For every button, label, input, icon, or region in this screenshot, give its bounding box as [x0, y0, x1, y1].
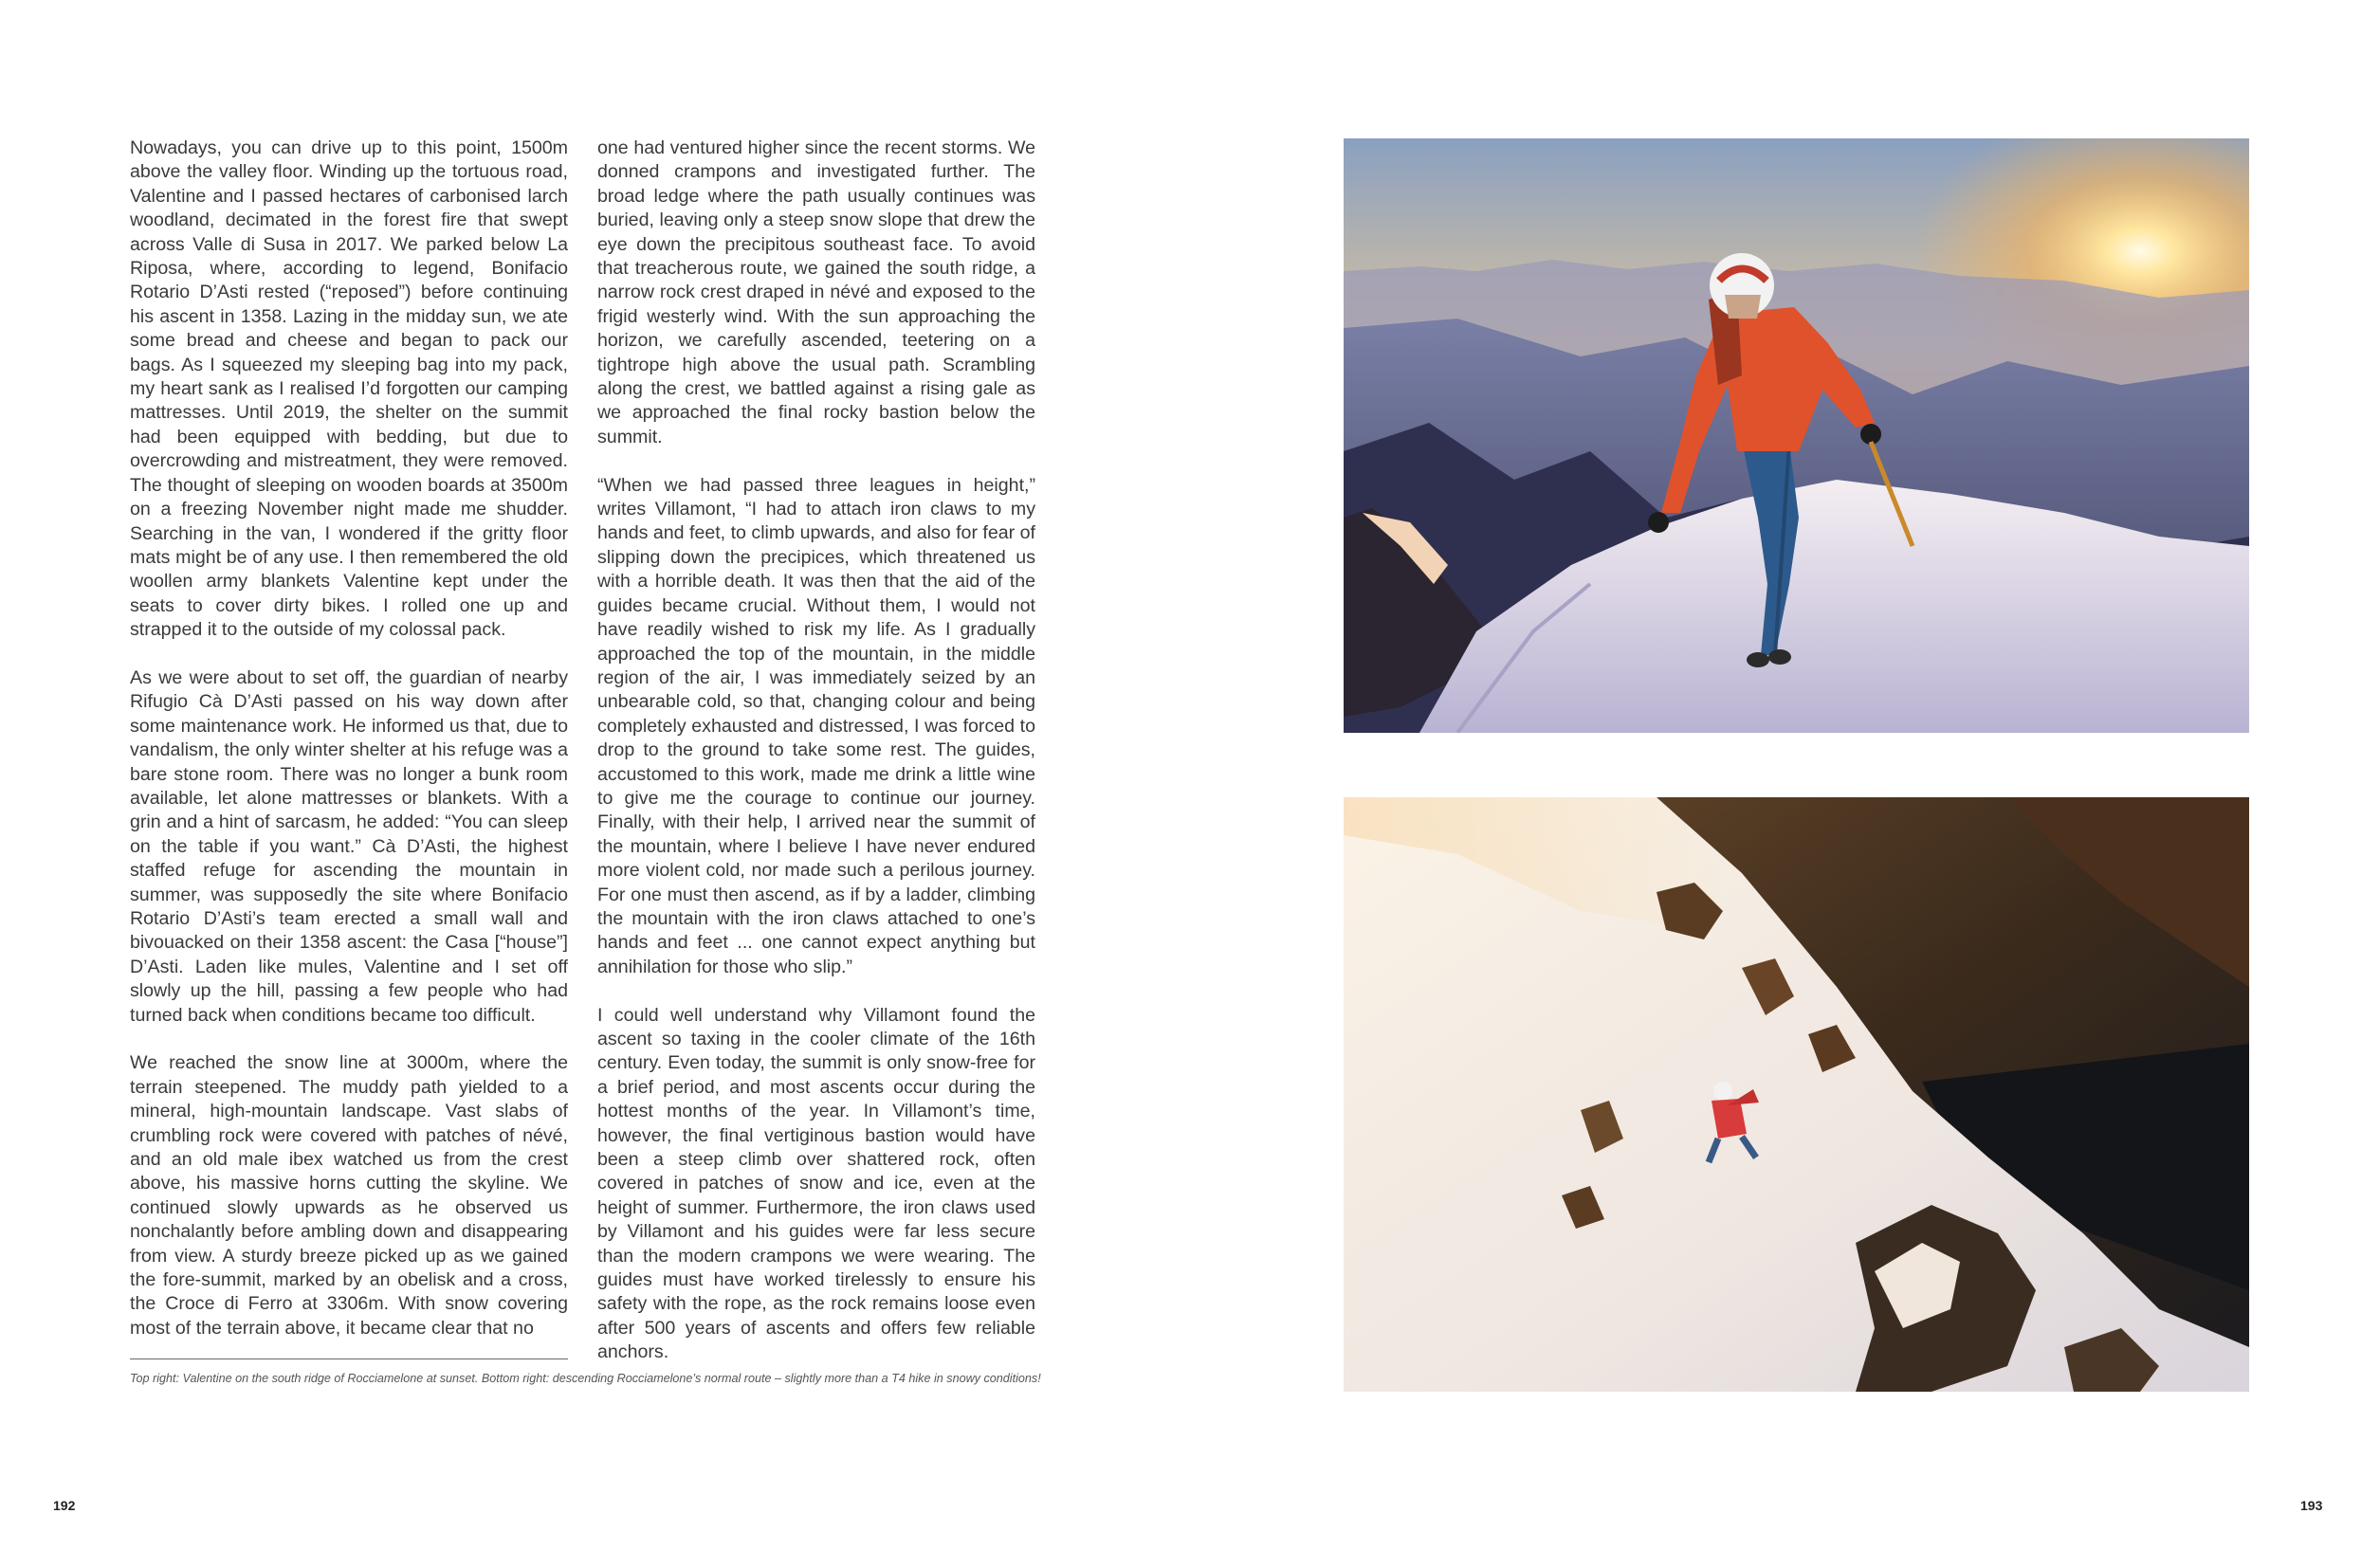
- page-number-right: 193: [2300, 1498, 2323, 1513]
- text-column-left: [130, 137, 568, 1340]
- paragraph: I could well understand why Villamont found the ascent so taxing in the cooler climate of the 16th century. Even today, the summit is only snow-free for a brief period, and most ascents occur during the hottest months of the year. In Villamont’s time, however, the final vertiginous bastion would have been a steep climb over shattered rock, often covered in patches of snow and ice, even at the height of summer. Furthermore, the iron claws used by Villamont and his guides were far less secure than the modern crampons we were wearing. The guides must have worked tirelessly to ensure his safety with the rope, as the rock remains loose even after 500 years of ascents and offers few reliable anchors.: [597, 1004, 1035, 1363]
- text-column-right: [597, 137, 1035, 1365]
- photo-caption: Top right: Valentine on the south ridge of Rocciamelone at sunset. Bottom right: descending Rocciamelone’s normal route – slightly more than a T4 hike in snowy conditions!: [130, 1372, 1041, 1385]
- paragraph: As we were about to set off, the guardian of nearby Rifugio Cà D’Asti passed on his way down after some maintenance work. He informed us that, due to vandalism, the only winter shelter at his refuge was a bare stone room. There was no longer a bunk room available, let alone mattresses or blankets. With a grin and a hint of sarcasm, he added: “You can sleep on the table if you want.” Cà D’Asti, the highest staffed refuge for ascending the mountain in summer, was supposedly the site where Bonifacio Rotario D’Asti’s team erected a small wall and bivouacked on their 1358 ascent: the Casa [“house”] D’Asti. Laden like mules, Valentine and I set off slowly up the hill, passing a few people who had turned back when conditions became too difficult.: [130, 666, 568, 1026]
- page-number-left: 192: [53, 1498, 76, 1513]
- paragraph: “When we had passed three leagues in height,” writes Villamont, “I had to attach iron claws to my hands and feet, to climb upwards, and also for fear of slipping down the precipices, which threatened us with a horrible death. It was then that the aid of the guides became crucial. Without them, I would not have readily wished to risk my life. As I gradually approached the top of the mountain, in the middle region of the air, I was immediately seized by an unbearable cold, so that, changing colour and being completely exhausted and distressed, I was forced to drop to the ground to take some rest. The guides, accustomed to this work, made me drink a little wine to give me the courage to continue our journey. Finally, with their help, I arrived near the summit of the mountain, where I believe I have never endured more violent cold, nor made such a perilous journey. For one must then ascend, as if by a ladder, climbing the mountain with the iron claws attached to one’s hands and feet ... one cannot expect anything but annihilation for those who slip.”: [597, 474, 1035, 977]
- paragraph: one had ventured higher since the recent storms. We donned crampons and investigated further. The broad ledge where the path usually continues was buried, leaving only a steep snow slope that drew the eye down the precipitous southeast face. To avoid that treacherous route, we gained the south ridge, a narrow rock crest draped in névé and exposed to the frigid westerly wind. With the sun approaching the horizon, we carefully ascended, teetering on a tightrope high above the usual path. Scrambling along the crest, we battled against a rising gale as we approached the final rocky bastion below the summit.: [597, 137, 1035, 447]
- photo-ridge-sunset: [1344, 138, 2249, 733]
- paragraph: Nowadays, you can drive up to this point, 1500m above the valley floor. Winding up the tortuous road, Valentine and I passed hectares of carbonised larch woodland, decimated in the forest fire that swept across Valle di Susa in 2017. We parked below La Riposa, where, according to legend, Bonifacio Rotario D’Asti rested (“reposed”) before continuing his ascent in 1358. Lazing in the midday sun, we ate some bread and cheese and began to pack our bags. As I squeezed my sleeping bag into my pack, my heart sank as I realised I’d forgotten our camping mattresses. Until 2019, the shelter on the summit had been equipped with bedding, but due to overcrowding and mistreatment, they were removed. The thought of sleeping on wooden boards at 3500m on a freezing November night made me shudder. Searching in the van, I wondered if the gritty floor mats might be of any use. I then remembered the old woollen army blankets Valentine kept under the seats to cover dirty bikes. I rolled one up and strapped it to the outside of my colossal pack.: [130, 137, 568, 641]
- paragraph: We reached the snow line at 3000m, where the terrain steepened. The muddy path yielded to a mineral, high-mountain landscape. Vast slabs of crumbling rock were covered with patches of névé, and an old male ibex watched us from the crest above, his massive horns cutting the skyline. We continued slowly upwards as he observed us nonchalantly before ambling down and disappearing from view. A sturdy breeze picked up as we gained the fore-summit, marked by an obelisk and a cross, the Croce di Ferro at 3306m. With snow covering most of the terrain above, it became clear that no: [130, 1052, 568, 1339]
- photo-descent-snow-face: [1344, 797, 2249, 1392]
